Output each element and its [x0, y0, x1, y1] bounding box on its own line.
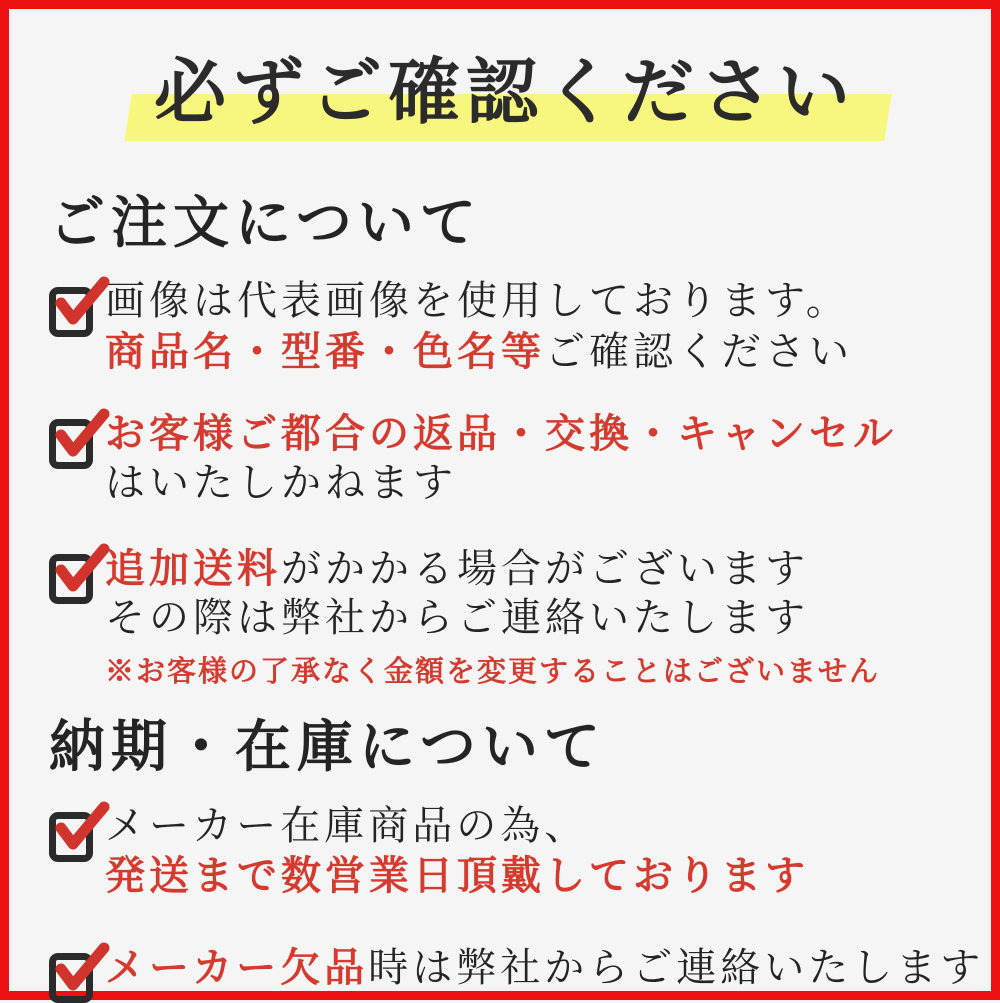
item-text — [105, 544, 961, 689]
checked-checkbox-icon — [49, 415, 95, 467]
item-line — [105, 851, 961, 901]
checklist-item — [49, 277, 961, 376]
item-text — [105, 277, 961, 376]
checklist-item — [49, 409, 961, 508]
item-text — [105, 943, 984, 993]
item-segment: はいたしかねます — [105, 459, 457, 506]
item-segment-emphasis: 商品名・型番・色名等 — [105, 327, 545, 375]
checklist-item — [49, 943, 985, 1001]
item-line — [105, 327, 961, 377]
page-title — [144, 45, 866, 139]
item-segment-emphasis: メーカー欠品 — [105, 943, 369, 991]
item-segment: メーカー在庫商品の為、 — [105, 802, 589, 849]
item-segment-emphasis: 追加送料 — [105, 545, 281, 593]
checked-checkbox-icon — [49, 283, 95, 335]
item-line — [105, 409, 961, 459]
title-row — [49, 45, 961, 149]
checked-checkbox-icon — [49, 808, 95, 860]
item-line — [105, 459, 961, 508]
checklist-item — [49, 544, 961, 689]
section-heading-orders: ご注文について — [49, 190, 482, 256]
red-check-icon — [54, 943, 110, 991]
item-footnote — [105, 654, 961, 690]
item-line — [105, 277, 961, 326]
item-line — [105, 544, 961, 594]
item-segment: その際は弊社からご連絡いたします — [105, 595, 809, 642]
item-segment: ご確認ください — [545, 328, 853, 375]
item-segment: 画像は代表画像を使用しております。 — [105, 278, 850, 325]
item-line — [105, 802, 961, 851]
item-text — [105, 802, 961, 901]
red-check-icon — [54, 409, 110, 457]
checked-checkbox-icon — [49, 949, 95, 1001]
item-segment: ※お客様の了承なく金額を変更することはございません — [105, 653, 881, 688]
section-heading-delivery-stock: 納期・在庫について — [49, 714, 606, 781]
red-check-icon — [54, 277, 110, 325]
item-line — [105, 943, 984, 993]
notice-content — [9, 45, 991, 1001]
item-segment-emphasis: 発送まで数営業日頂戴しております — [105, 851, 809, 899]
item-text — [105, 409, 961, 508]
checklist-item — [49, 802, 961, 901]
red-check-icon — [54, 544, 110, 592]
checked-checkbox-icon — [49, 550, 95, 602]
item-line — [105, 594, 961, 643]
item-segment-emphasis: お客様ご都合の返品・交換・キャンセル — [105, 409, 897, 457]
red-check-icon — [54, 802, 110, 850]
item-segment: 時は弊社からご連絡いたします — [368, 944, 985, 991]
item-segment: がかかる場合がございます — [281, 546, 809, 593]
page-title-text: 必ずご確認ください — [153, 49, 856, 134]
